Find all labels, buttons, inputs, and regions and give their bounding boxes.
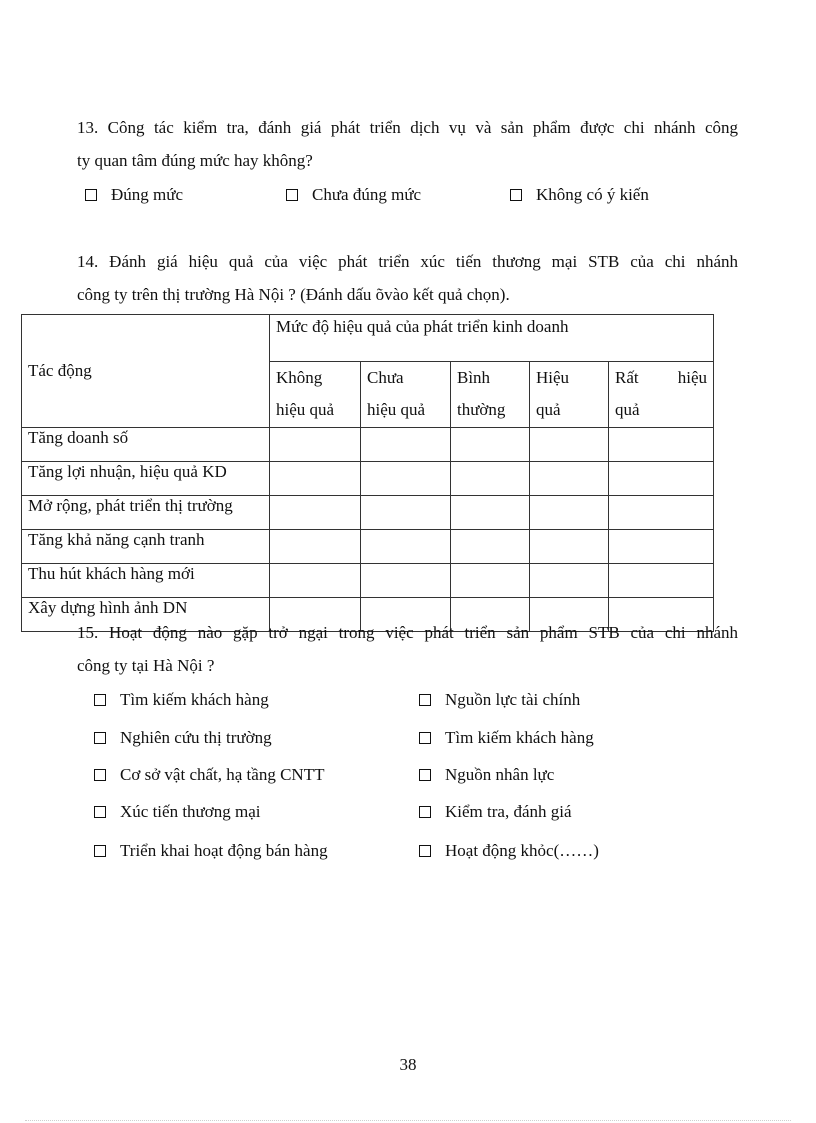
table-subheader: Chưa hiệu quả [361,362,451,428]
option-label: Đúng mức [111,185,184,204]
rating-cell[interactable] [270,530,361,564]
page-bottom-divider [25,1120,791,1121]
question-15-line1: 15. Hoạt động nào gặp trở ngại trong việc phát triển sản phẩm STB của chi nhánh [77,623,738,642]
option-label: Tìm kiếm khách hàng [445,728,594,747]
option-label: Triển khai hoạt động bán hàng [120,841,328,860]
rating-cell[interactable] [270,462,361,496]
rating-cell[interactable] [451,462,530,496]
row-label: Mở rộng, phát triển thị trường [22,496,270,530]
q15-option-right-5[interactable] [419,841,599,861]
checkbox-icon[interactable] [94,732,106,744]
rating-cell[interactable] [451,496,530,530]
option-label: Nghiên cứu thị trường [120,728,272,747]
checkbox-icon[interactable] [94,694,106,706]
option-label: Chưa đúng mức [312,185,422,204]
rating-cell[interactable] [361,462,451,496]
rating-cell[interactable] [270,496,361,530]
rating-cell[interactable] [609,428,714,462]
option-label: Không có ý kiến [536,185,649,204]
table-row [22,496,714,530]
effectiveness-table [21,314,714,632]
rating-cell[interactable] [270,428,361,462]
q15-option-right-3[interactable] [419,765,554,785]
question-13-line2: ty quan tâm đúng mức hay không? [77,151,313,170]
row-label: Thu hút khách hàng mới [22,564,270,598]
table-subheader: Không hiệu quả [270,362,361,428]
q15-option-right-1[interactable] [419,690,580,710]
option-label: Nguồn lực tài chính [445,690,581,709]
q15-option-left-2[interactable] [94,728,272,748]
table-row [22,428,714,462]
checkbox-icon[interactable] [419,769,431,781]
option-label: Kiểm tra, đánh giá [445,802,572,821]
row-label: Tăng doanh số [22,428,270,462]
table-header-group: Mức độ hiệu quả của phát triển kinh doanh [270,315,714,362]
q13-option-khong-co-y-kien[interactable] [510,185,649,205]
checkbox-icon[interactable] [419,732,431,744]
table-row [22,564,714,598]
rating-cell[interactable] [609,564,714,598]
q13-option-dung-muc[interactable] [85,185,183,205]
question-15-text [77,624,738,642]
checkbox-icon[interactable] [94,769,106,781]
rating-cell[interactable] [361,428,451,462]
table-row [22,530,714,564]
q15-option-left-4[interactable] [94,802,260,822]
question-14-text [77,253,738,271]
q15-option-left-1[interactable] [94,690,269,710]
question-13-line1: 13. Công tác kiểm tra, đánh giá phát triển dịch vụ và sản phẩm được chi nhánh công [77,118,738,137]
checkbox-icon[interactable] [419,845,431,857]
rating-cell[interactable] [530,564,609,598]
rating-cell[interactable] [270,564,361,598]
option-label: Tìm kiếm khách hàng [120,690,269,709]
page-number: 38 [399,1055,417,1074]
checkbox-icon[interactable] [419,806,431,818]
option-label: Nguồn nhân lực [445,765,555,784]
question-13-text [77,119,738,137]
rating-cell[interactable] [361,564,451,598]
checkbox-icon[interactable] [94,806,106,818]
rating-cell[interactable] [530,496,609,530]
rating-cell[interactable] [451,428,530,462]
table-row [22,462,714,496]
rating-cell[interactable] [361,496,451,530]
checkbox-icon[interactable] [419,694,431,706]
q15-option-left-3[interactable] [94,765,324,785]
table-subheader: Hiệu quả [530,362,609,428]
q15-option-right-2[interactable] [419,728,594,748]
rating-cell[interactable] [451,530,530,564]
question-14-line1: 14. Đánh giá hiệu quả của việc phát triển xúc tiến thương mại STB của chi nhánh [77,252,738,271]
rating-cell[interactable] [530,428,609,462]
checkbox-icon[interactable] [85,189,97,201]
table-subheader: Bình thường [451,362,530,428]
row-label: Tăng khả năng cạnh tranh [22,530,270,564]
checkbox-icon[interactable] [94,845,106,857]
rating-cell[interactable] [609,530,714,564]
rating-cell[interactable] [530,530,609,564]
option-label: Xúc tiến thương mại [120,802,261,821]
row-label: Tăng lợi nhuận, hiệu quả KD [22,462,270,496]
rating-cell[interactable] [361,530,451,564]
question-15-line2: công ty tại Hà Nội ? [77,656,215,675]
rating-cell[interactable] [530,462,609,496]
option-label: Cơ sở vật chất, hạ tầng CNTT [120,765,325,784]
q15-option-left-5[interactable] [94,841,328,861]
q13-option-chua-dung-muc[interactable] [286,185,421,205]
rating-cell[interactable] [609,462,714,496]
row-label: Xây dựng hình ảnh DN [22,598,270,632]
option-label: Hoạt động khỏc(……) [445,841,599,860]
question-14-line2: công ty trên thị trường Hà Nội ? (Đánh dấu õvào kết quả chọn). [77,285,510,304]
checkbox-icon[interactable] [286,189,298,201]
table-header-impact: Tác động [22,315,270,428]
table-subheader: Rất hiệu quả [609,362,714,428]
rating-cell[interactable] [451,564,530,598]
rating-cell[interactable] [609,496,714,530]
checkbox-icon[interactable] [510,189,522,201]
q15-option-right-4[interactable] [419,802,572,822]
